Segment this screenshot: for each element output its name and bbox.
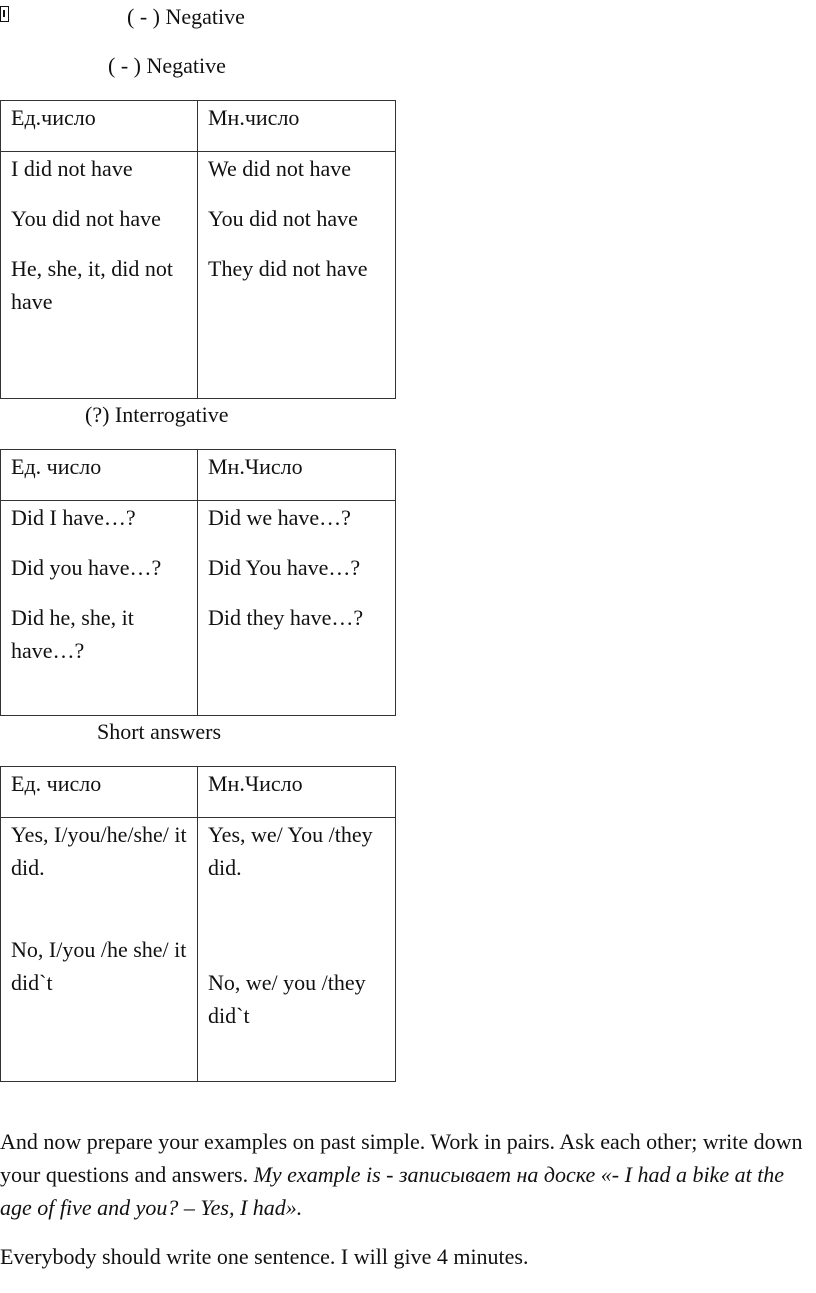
list-item: Did you have…? [11, 555, 162, 580]
short-answers-table [0, 766, 396, 1082]
header-plural: Мн.Число [198, 767, 396, 818]
singular-cell [1, 501, 198, 716]
interrogative-table [0, 449, 396, 716]
list-item: They did not have [208, 256, 368, 281]
list-item: You did not have [208, 206, 358, 231]
top-caption: ( - ) Negative [127, 4, 245, 29]
list-item: Did I have…? [11, 505, 136, 530]
instruction-text: And now prepare your examples on past simple. Work in pairs. Ask each other; write down your questions and answers. [0, 1129, 803, 1187]
list-item: Did he, she, it have…? [11, 605, 134, 663]
missing-glyph-icon [0, 4, 10, 24]
instruction-paragraph [0, 1125, 816, 1224]
table-row [1, 152, 396, 399]
list-item: He, she, it, did not have [11, 256, 173, 314]
negative-caption: ( - ) Negative [108, 53, 226, 78]
list-item: We did not have [208, 156, 352, 181]
list-item: Did You have…? [208, 555, 361, 580]
list-item: Did they have…? [208, 605, 364, 630]
plural-cell [198, 501, 396, 716]
table-row [1, 818, 396, 1082]
list-item: I did not have [11, 156, 133, 181]
table-row [1, 501, 396, 716]
negative-table [0, 100, 396, 399]
list-item: You did not have [11, 206, 161, 231]
header-singular: Ед. число [1, 767, 198, 818]
table-header-row [1, 101, 396, 152]
list-item: No, I/you /he she/ it did`t [11, 937, 187, 995]
header-singular: Ед.число [1, 101, 198, 152]
plural-cell [198, 152, 396, 399]
list-item: Yes, I/you/he/she/ it did. [11, 822, 187, 880]
list-item: Did we have…? [208, 505, 351, 530]
time-instruction: Everybody should write one sentence. I will give 4 minutes. [0, 1244, 529, 1269]
header-plural: Мн.число [198, 101, 396, 152]
singular-cell [1, 152, 198, 399]
plural-cell [198, 818, 396, 1082]
list-item: No, we/ you /they did`t [208, 970, 366, 1028]
interrogative-caption: (?) Interrogative [85, 402, 229, 427]
short-answers-caption: Short answers [97, 719, 222, 744]
header-singular: Ед. число [1, 450, 198, 501]
table-header-row [1, 767, 396, 818]
header-plural: Мн.Число [198, 450, 396, 501]
example-text: My example is - записывает на доске «- I had a bike at the age of five and you? – Yes, I had». [0, 1162, 785, 1220]
list-item: Yes, we/ You /they did. [208, 822, 373, 880]
singular-cell [1, 818, 198, 1082]
table-header-row [1, 450, 396, 501]
